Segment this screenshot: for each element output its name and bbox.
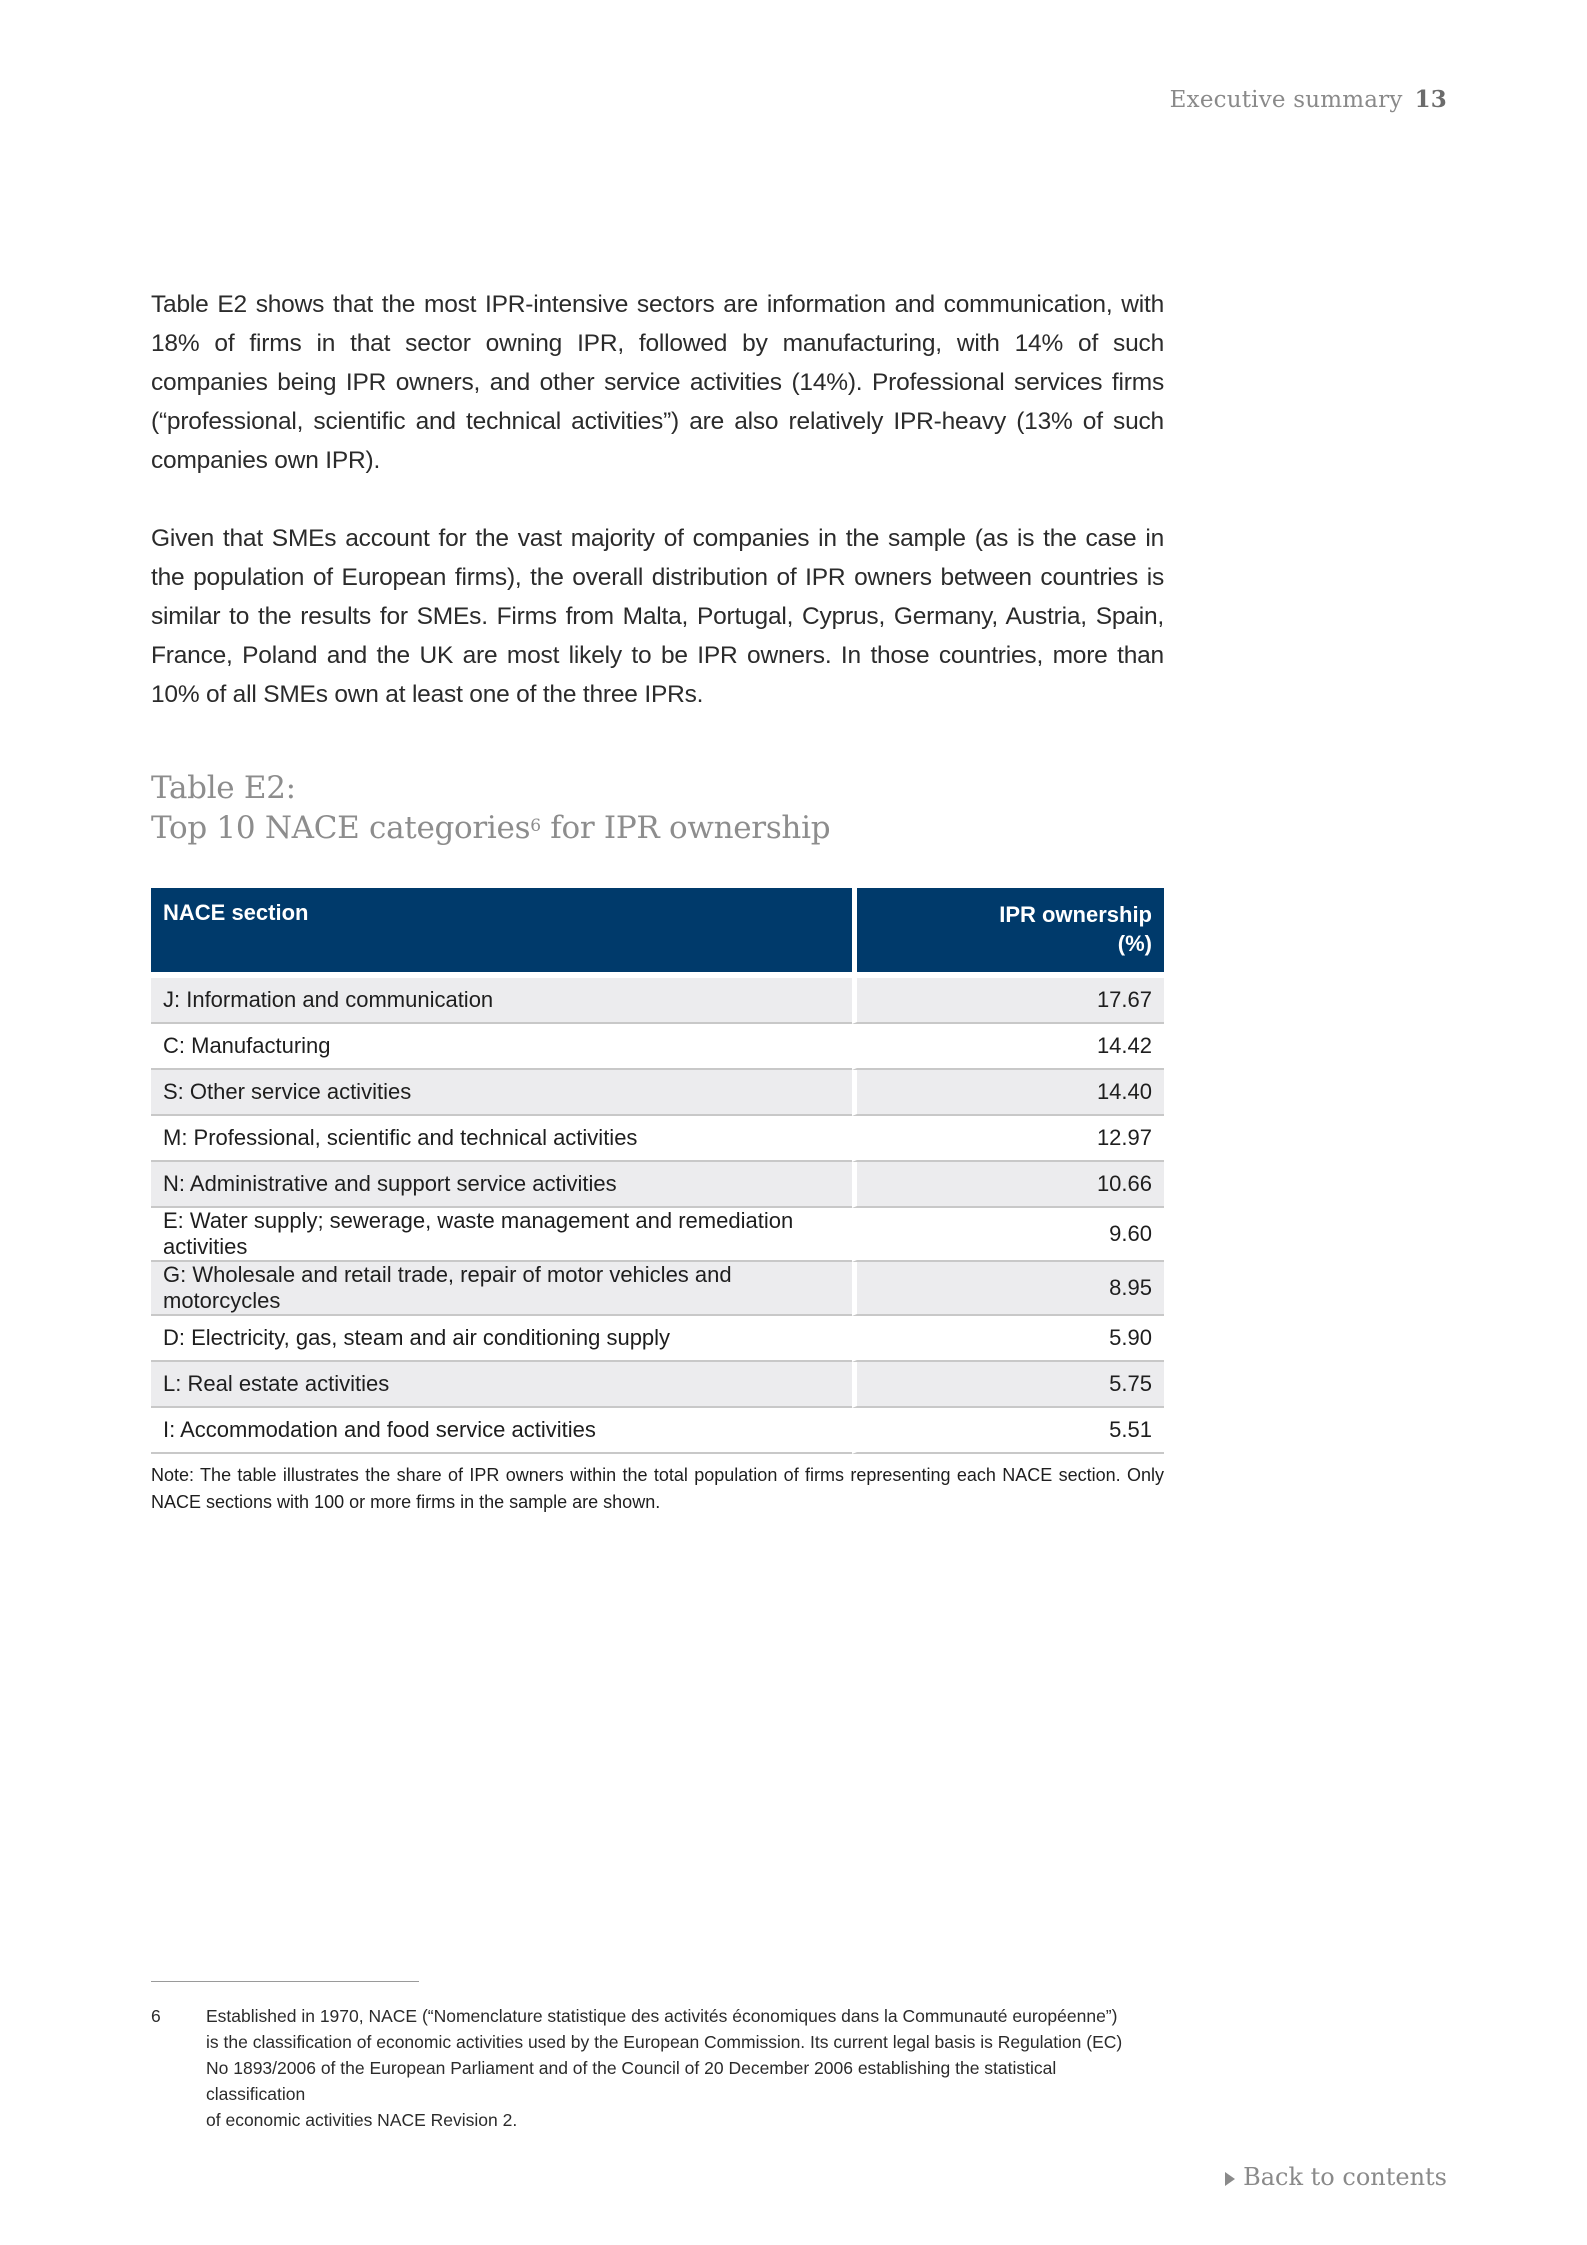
table-note: Note: The table illustrates the share of IPR owners within the total population of firms representing each NACE section. Only NACE sections with 100 or more firms in the sample are shown. xyxy=(151,1465,1164,1512)
column-header-ownership-line1: IPR ownership xyxy=(999,902,1152,927)
footnote-number: 6 xyxy=(151,2006,161,2026)
row-section: I: Accommodation and food service activities xyxy=(151,1408,852,1454)
running-header xyxy=(1170,86,1447,113)
row-value: 5.75 xyxy=(852,1362,1164,1408)
row-section: D: Electricity, gas, steam and air conditioning supply xyxy=(151,1316,852,1362)
column-header-ownership xyxy=(852,888,1164,972)
table-title-line2 xyxy=(151,808,1164,848)
footnote-ref[interactable]: 6 xyxy=(530,816,541,836)
row-section: L: Real estate activities xyxy=(151,1362,852,1408)
row-section: J: Information and communication xyxy=(151,978,852,1024)
main-content xyxy=(151,285,1164,1516)
row-value: 5.51 xyxy=(852,1408,1164,1454)
table-title-line1: Table E2: xyxy=(151,770,296,806)
table-row xyxy=(151,1116,1164,1162)
footnote-line: is the classification of economic activities used by the European Commission. Its current legal basis is Regulation (EC) xyxy=(206,2032,1123,2052)
row-section: N: Administrative and support service activities xyxy=(151,1162,852,1208)
section-title: Executive summary xyxy=(1169,87,1403,113)
table-row xyxy=(151,1070,1164,1116)
row-value: 14.40 xyxy=(852,1070,1164,1116)
page-number: 13 xyxy=(1414,86,1447,113)
row-section: G: Wholesale and retail trade, repair of motor vehicles and motorcycles xyxy=(151,1262,852,1316)
row-section: M: Professional, scientific and technical activities xyxy=(151,1116,852,1162)
table-title xyxy=(151,768,1164,848)
footnote xyxy=(151,2003,1151,2133)
row-value: 10.66 xyxy=(852,1162,1164,1208)
table-row xyxy=(151,1162,1164,1208)
paragraph-2: Given that SMEs account for the vast majority of companies in the sample (as is the case in the population of European firms), the overall distribution of IPR owners between countries is similar to the results for SMEs. Firms from Malta, Portugal, Cyprus, Germany, Austria, Spain, France, Poland and the UK are most likely to be IPR owners. In those countries, more than 10% of all SMEs own at least one of the three IPRs. xyxy=(151,525,1164,708)
row-value: 9.60 xyxy=(852,1208,1164,1262)
footnote-line: of economic activities NACE Revision 2. xyxy=(206,2110,518,2130)
row-value: 12.97 xyxy=(852,1116,1164,1162)
row-section: S: Other service activities xyxy=(151,1070,852,1116)
table-header-row xyxy=(151,888,1164,972)
column-header-section: NACE section xyxy=(151,888,852,972)
row-value: 14.42 xyxy=(852,1024,1164,1070)
row-section: E: Water supply; sewerage, waste management and remediation activities xyxy=(151,1208,852,1262)
triangle-right-icon xyxy=(1225,2172,1235,2186)
footnote-line: No 1893/2006 of the European Parliament and of the Council of 20 December 2006 establishing the statistical classification xyxy=(206,2058,1057,2104)
nace-table xyxy=(151,888,1164,1454)
table-row xyxy=(151,1024,1164,1070)
row-value: 8.95 xyxy=(852,1262,1164,1316)
paragraph-1: Table E2 shows that the most IPR-intensive sectors are information and communication, with 18% of firms in that sector owning IPR, followed by manufacturing, with 14% of such companies being IPR owners, and other service activities (14%). Professional services firms (“professional, scientific and technical activities”) are also relatively IPR-heavy (13% of such companies own IPR). xyxy=(151,291,1164,474)
table-row xyxy=(151,1408,1164,1454)
row-section: C: Manufacturing xyxy=(151,1024,852,1070)
back-to-contents-label: Back to contents xyxy=(1243,2163,1447,2191)
table-title-suffix: for IPR ownership xyxy=(540,810,831,846)
table-row xyxy=(151,1362,1164,1408)
table-row xyxy=(151,1316,1164,1362)
footnote-divider xyxy=(151,1981,419,1982)
footnote-text xyxy=(206,2003,1151,2133)
table-title-main: Top 10 NACE categories xyxy=(151,810,531,846)
back-to-contents-link[interactable] xyxy=(1225,2163,1447,2191)
table-row xyxy=(151,1208,1164,1262)
table-row xyxy=(151,1262,1164,1316)
row-value: 5.90 xyxy=(852,1316,1164,1362)
row-value: 17.67 xyxy=(852,978,1164,1024)
table-row xyxy=(151,978,1164,1024)
footnote-line: Established in 1970, NACE (“Nomenclature statistique des activités économiques dans la Communauté européenne”) xyxy=(206,2006,1118,2026)
column-header-ownership-unit: (%) xyxy=(1117,931,1152,956)
